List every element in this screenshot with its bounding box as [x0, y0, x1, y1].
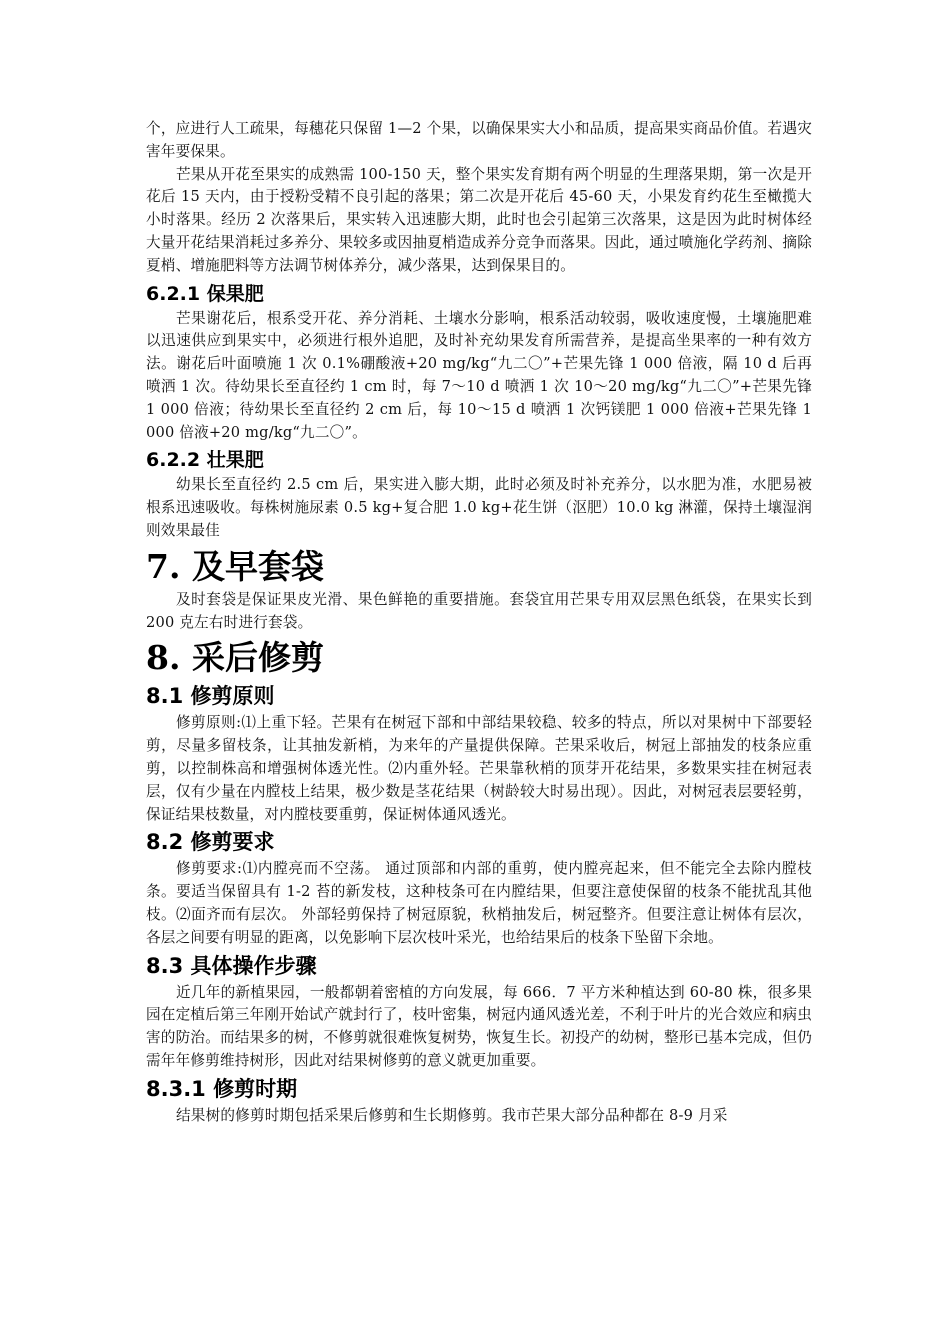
heading-8-2: 8.2 修剪要求 — [146, 830, 275, 855]
heading-8-3-1: 8.3.1 修剪时期 — [146, 1076, 298, 1101]
paragraph-pruning-principles: 修剪原则:⑴上重下轻。芒果有在树冠下部和中部结果较稳、较多的特点，所以对果树中下部要轻剪，尽量多留枝条，让其抽发新梢，为来年的产量提供保障。芒果采收后，树冠上部抽发的枝条应重剪，以控制株高和增强树体透光性。⑵内重外轻。芒果靠秋梢的顶芽开花结果，多数果实挂在树冠表层，仅有少量在内膛枝上结果，极少数是茎花结果（树龄较大时易出现）。因此，对树冠表层要轻剪，保证结果枝数量，对内膛枝要重剪，保证树体通风透光。 — [146, 714, 812, 823]
paragraph-fruit-retention-fertilizer: 芒果谢花后，根系受开花、养分消耗、土壤水分影响，根系活动较弱，吸收速度慢，土壤施肥难以迅速供应到果实中，必须进行根外追肥，及时补充幼果发育所需营养，是提高坐果率的一种有效方法。谢花后叶面喷施 1 次 0.1%硼酸液+20 mg/kg“九二〇”+芒果先锋 1 000 倍液，隔 10 d 后再喷洒 1 次。待幼果长至直径约 1 cm 时，每 7～10 d 喷洒 1 次 10～20 mg/kg“九二〇”+芒果先锋 1 000 倍液；待幼果长至直径约 2 cm 后，每 10～15 d 喷洒 1 次钙镁肥 1 000 倍液+芒果先锋 1 000 倍液+20 mg/kg“九二〇”。 — [146, 309, 812, 441]
paragraph-pruning-period: 结果树的修剪时期包括采果后修剪和生长期修剪。我市芒果大部分品种都在 8-9 月采 — [176, 1106, 728, 1124]
paragraph-fruit-drop: 芒果从开花至果实的成熟需 100-150 天，整个果实发育期有两个明显的生理落果期，第一次是开花后 15 天内，由于授粉受精不良引起的落果；第二次是开花后 45-60 天，小果发育约花生至橄揽大小时落果。经历 2 次落果后，果实转入迅速膨大期，此时也会引起第三次落果，这是因为此时树体经大量开花结果消耗过多养分、果较多或因抽夏梢造成养分竞争而落果。因此，通过喷施化学药剂、摘除夏梢、增施肥料等方法调节树体养分，减少落果，达到保果目的。 — [146, 165, 812, 274]
paragraph-pruning-requirements: 修剪要求:⑴内膛亮而不空荡。 通过顶部和内部的重剪，使内膛亮起来，但不能完全去除内膛枝条。要适当保留具有 1-2 苔的新发枝，这种枝条可在内膛结果，但要注意使保留的枝条不能扰乱其他枝。⑵面齐而有层次。 外部轻剪保持了树冠原貌，秋梢抽发后，树冠整齐。但要注意让树体有层次，各层之间要有明显的距离，以免影响下层次枝叶采光，也给结果后的枝条下坠留下余地。 — [146, 860, 812, 946]
paragraph-fruit-thinning: 个，应进行人工疏果，每穗花只保留 1—2 个果，以确保果实大小和品质，提高果实商品价值。若遇灾害年要保果。 — [146, 120, 812, 160]
paragraph-bagging: 及时套袋是保证果皮光滑、果色鲜艳的重要措施。套袋宜用芒果专用双层黑色纸袋，在果实长到 200 克左右时进行套袋。 — [146, 590, 812, 631]
paragraph-fruit-enlarging-fertilizer: 幼果长至直径约 2.5 cm 后，果实进入膨大期，此时必须及时补充养分，以水肥为准，水肥易被根系迅速吸收。每株树施尿素 0.5 kg+复合肥 1.0 kg+花生饼（沤肥）10.0 kg 淋灌，保持土壤湿润则效果最佳 — [146, 476, 812, 539]
heading-8-3: 8.3 具体操作步骤 — [146, 953, 317, 978]
document-page — [146, 118, 812, 1128]
paragraph-operation-steps: 近几年的新植果园，一般都朝着密植的方向发展，每 666．7 平方米种植达到 60-80 株，很多果园在定植后第三年刚开始试产就封行了，枝叶密集，树冠内通风透光差，不利于叶片的光合效应和病虫害的防治。而结果多的树，不修剪就很难恢复树势，恢复生长。初投产的幼树，整形已基本完成，但仍需年年修剪维持树形，因此对结果树修剪的意义就更加重要。 — [146, 983, 812, 1069]
heading-8-1: 8.1 修剪原则 — [146, 684, 275, 709]
heading-6-2-1: 6.2.1 保果肥 — [146, 282, 264, 305]
heading-6-2-2: 6.2.2 壮果肥 — [146, 449, 264, 472]
heading-7-bagging: 7. 及早套袋 — [146, 546, 324, 586]
heading-8-pruning: 8. 采后修剪 — [146, 638, 324, 678]
